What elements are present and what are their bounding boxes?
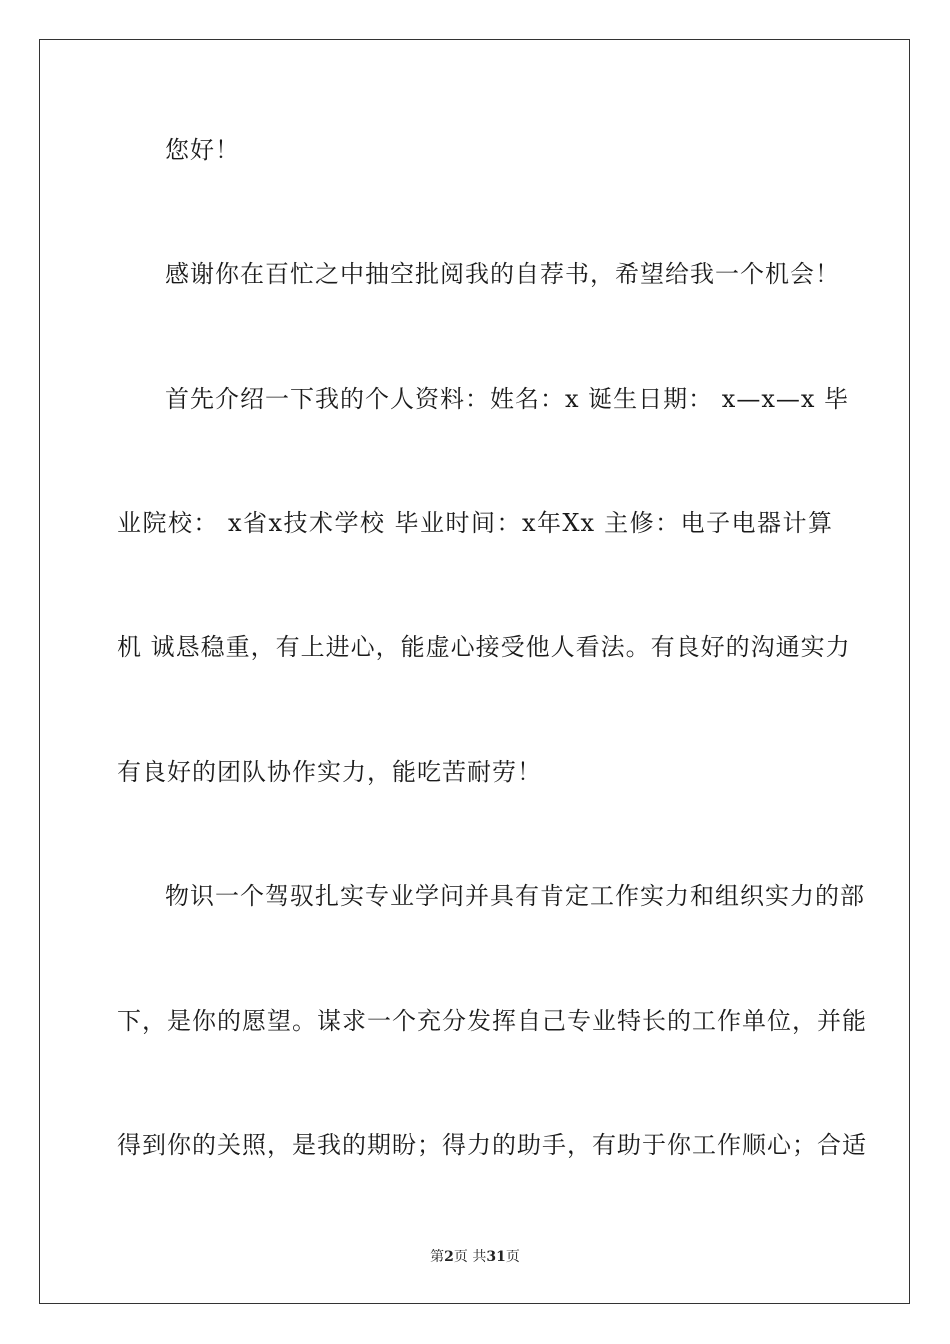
paragraph-line: 得到你的关照，是我的期盼；得力的助手，有助于你工作顺心；合适 (117, 1131, 867, 1159)
page-label-mid: 页 共 (453, 1249, 487, 1265)
greeting-line: 您好！ (165, 136, 240, 164)
paragraph-line: 下，是你的愿望。谋求一个充分发挥自己专业特长的工作单位，并能 (117, 1007, 867, 1035)
page-frame (39, 39, 910, 1304)
page-label-suffix: 页 (505, 1249, 520, 1265)
paragraph-line: 首先介绍一下我的个人资料：姓名：x 诞生日期： x—x—x 毕 (165, 385, 850, 413)
paragraph-line: 物识一个驾驭扎实专业学问并具有肯定工作实力和组织实力的部 (165, 882, 865, 910)
current-page-number: 2 (444, 1249, 454, 1265)
paragraph-line: 机 诚恳稳重，有上进心，能虚心接受他人看法。有良好的沟通实力 (117, 633, 851, 661)
paragraph-line: 业院校： x省x技术学校 毕业时间：x年Xx 主修：电子电器计算 (117, 509, 833, 537)
paragraph-line: 感谢你在百忙之中抽空批阅我的自荐书，希望给我一个机会！ (165, 260, 840, 288)
page-footer (0, 1248, 950, 1266)
page-label-prefix: 第 (430, 1249, 445, 1265)
total-page-number: 31 (486, 1249, 506, 1265)
paragraph-line: 有良好的团队协作实力，能吃苦耐劳！ (117, 758, 542, 786)
